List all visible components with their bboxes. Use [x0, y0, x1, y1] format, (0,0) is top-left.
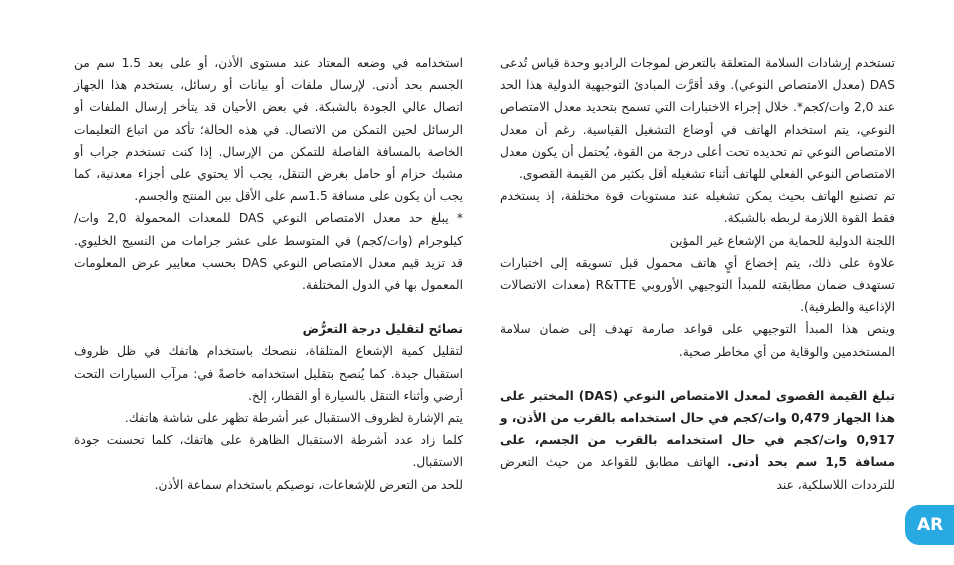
rtte-paragraph: علاوة على ذلك، يتم إخضاع أيٍ هاتف محمول قبل تسويقه إلى اختبارات تستهدف ضمان مطابقته للمبدأ التوجيهي الأوروبي R&TTE (معدات الاتصالات الإذاعية والطرفية).	[500, 255, 895, 315]
sar-values-paragraph	[500, 385, 895, 496]
icnirp-note: اللجنة الدولية للحماية من الإشعاع غير المؤين	[669, 233, 895, 248]
usage-distance-paragraph: استخدامه في وضعه المعتاد عند مستوى الأذن، أو على بعد 1.5 سم من الجسم بحد أدنى. لإرسال ملفات أو بيانات أو رسائل، يستخدم هذا الجهاز اتصال عالي الجودة بالشبكة. في بعض الأحيان قد يتأخر إرسال الملفات أو الرسائل لحين التمكن من الاتصال. في هذه الحالة؛ تأكد من اتباع التعليمات الخاصة بالمسافة الفاصلة للتمكن من الإرسال. إذا كنت تستخدم جراب أو مشبك حزام أو حامل بغرض التنقل، يجب ألا يحتوي على أجزاء معدنية، كما يجب أن يكون على مسافة 1.5سم على الأقل بين المنتج والجسم.	[74, 56, 463, 204]
spacer	[500, 363, 895, 385]
sar-intro-paragraph: تستخدم إرشادات السلامة المتعلقة بالتعرض لموجات الراديو وحدة قياس تُدعى DAS (معدل الامتصاص النوعي). وقد أقرَّت المبادئ التوجيهية الدولية هذا الحد عند 2,0 وات/كجم*. خلال إجراء الاختبارات التي تسمح بتحديد معدل الامتصاص النوعي، يتم استخدام الهاتف في أوضاع التشغيل القياسية. رغم أن معدل الامتصاص النوعي تم تحديده تحت أعلى درجة من القوة، يُحتمل أن يكون معدل الامتصاص النوعي الفعلي للهاتف أثناء تشغيله أقل بكثير من القيمة القصوى.	[500, 56, 895, 182]
more-bars-paragraph: كلما زاد عدد أشرطة الاستقبال الظاهرة على هاتفك، كلما تحسنت جودة الاستقبال.	[74, 433, 463, 470]
reception-advice-paragraph: لتقليل كمية الإشعاع المتلقاة، ننصحك باستخدام هاتفك في ظل ظروف استقبال جيدة. كما يُنصح بتقليل استخدامه خاصةً في: مرآب السيارات التحت أرضي وأثناء التنقل بالسيارة أو القطار، إلخ.	[74, 344, 463, 403]
directive-paragraph: وينص هذا المبدأ التوجيهي على قواعد صارمة تهدف إلى ضمان سلامة المستخدمين والوقاية من أي مخاطر صحية.	[500, 322, 895, 359]
sar-values-rest: الهاتف مطابق للقواعد من حيث التعرض للترددات اللاسلكية، عند	[500, 455, 895, 492]
left-column	[74, 52, 463, 496]
sar-limit-footnote: * يبلغ حد معدل الامتصاص النوعي DAS للمعدات المحمولة 2,0 وات/كيلوجرام (وات/كجم) في المتوسط على عشر جرامات من النسيج الخليوي. قد تزيد قيم معدل الامتصاص النوعي DAS بحسب معايير عرض المعلومات المعمول بها في الدول المختلفة.	[74, 211, 464, 293]
language-badge-label: AR	[917, 515, 944, 535]
spacer	[74, 296, 463, 318]
right-column	[500, 52, 895, 496]
signal-bars-paragraph: يتم الإشارة لظروف الاستقبال عبر أشرطة تظهر على شاشة هاتفك.	[124, 411, 463, 426]
language-badge	[905, 505, 954, 545]
exposure-tips-heading: نصائح لتقليل درجة التعرُّض	[302, 322, 463, 337]
earpiece-advice-paragraph: للحد من التعرض للإشعاعات، نوصيكم باستخدام سماعة الأذن.	[154, 477, 463, 492]
power-levels-paragraph: تم تصنيع الهاتف بحيث يمكن تشغيله عند مستويات قوة مختلفة، إذ يستخدم فقط القوة اللازمة لربطه بالشبكة.	[500, 189, 895, 226]
sar-values-bold: تبلغ القيمة القصوى لمعدل الامتصاص النوعي (DAS) المختبر على هذا الجهاز 0,479 وات/كجم في حال استخدامه بالقرب من الأذن، و 0,917 وات/كجم في حال استخدامه بالقرب من الجسم، على مسافة 1,5 سم بحد أدنى.	[499, 388, 896, 470]
